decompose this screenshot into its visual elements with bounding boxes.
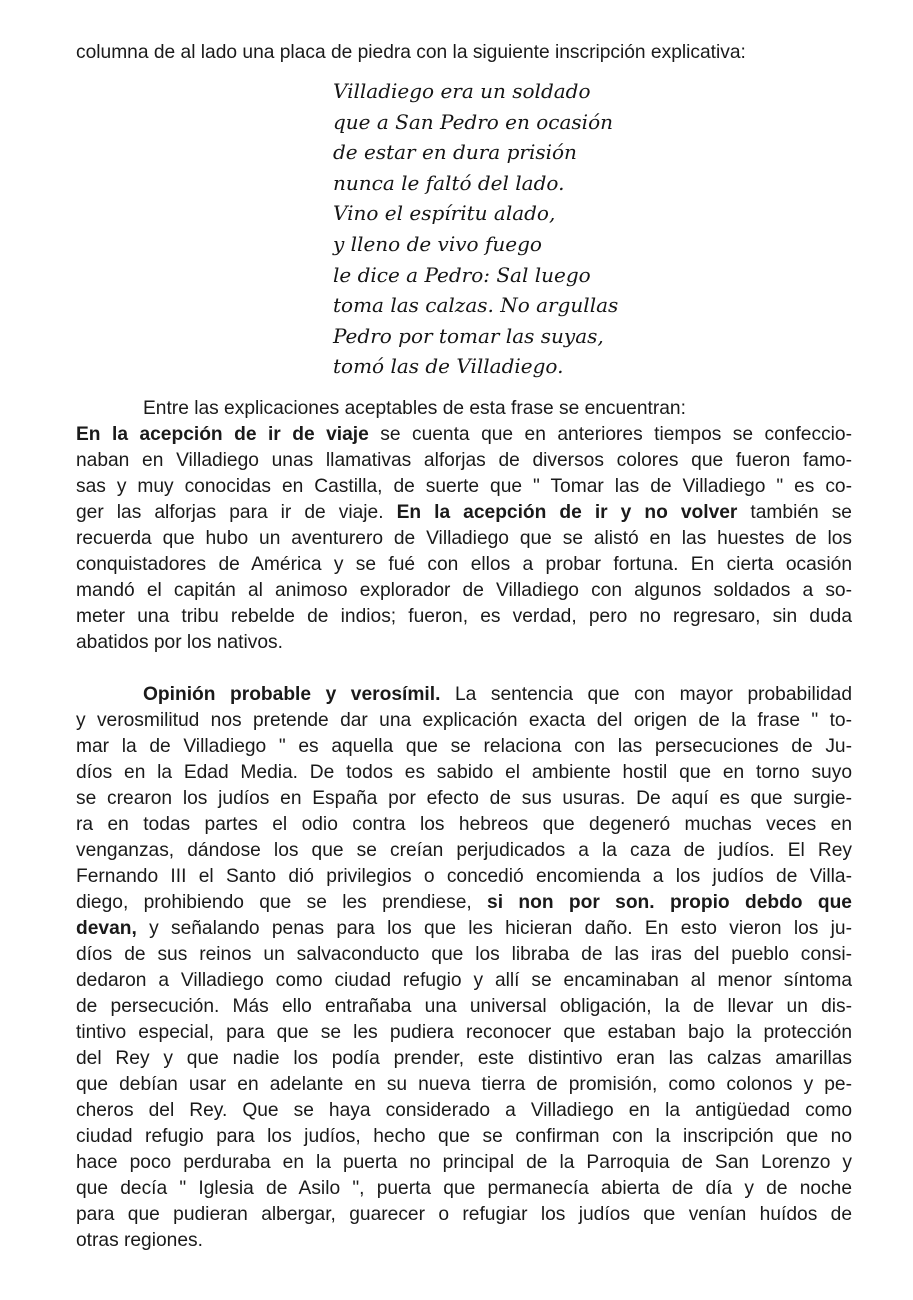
paragraph-line: que debían usar en adelante en su nueva tierra de promisión, como colonos y pe- <box>76 1074 852 1095</box>
quoted-privilege: si non por son. propio debdo que <box>487 892 852 913</box>
paragraph-line: tintivo especial, para que se les pudiera reconocer que estaban bajo la protección <box>76 1022 852 1043</box>
paragraph-line: diego, prohibiendo que se les prendiese, si non por son. propio debdo que <box>76 892 852 913</box>
paragraph-line: sas y muy conocidas en Castilla, de suerte que " Tomar las de Villadiego " es co- <box>76 476 852 497</box>
paragraph-line: y verosmilitud nos pretende dar una explicación exacta del origen de la frase " to- <box>76 710 852 731</box>
explanations-lead: Entre las explicaciones aceptables de esta frase se encuentran: <box>143 398 686 419</box>
verse-line: de estar en dura prisión <box>333 140 577 165</box>
opinion-heading: Opinión probable y verosímil. <box>143 684 441 705</box>
paragraph-line: otras regiones. <box>76 1230 203 1251</box>
paragraph-line: abatidos por los nativos. <box>76 632 283 653</box>
paragraph-line: cheros del Rey. Que se haya considerado a Villadiego en la antigüedad como <box>76 1100 852 1121</box>
paragraph-line: conquistadores de América y se fué con ellos a probar fortuna. En cierta ocasión <box>76 554 852 575</box>
paragraph-line: se crearon los judíos en España por efecto de sus usuras. De aquí es que surgie- <box>76 788 852 809</box>
verse-line: le dice a Pedro: Sal luego <box>333 262 591 287</box>
paragraph-line: Opinión probable y verosímil. La sentencia que con mayor probabilidad <box>143 684 852 705</box>
paragraph-line: ra en todas partes el odio contra los hebreos que degeneró muchas veces en <box>76 814 852 835</box>
paragraph-line: de persecución. Más ello entrañaba una universal obligación, la de llevar un dis- <box>76 996 852 1017</box>
no-return-meaning-heading: En la acepción de ir y no volver <box>396 502 738 523</box>
verse-line: nunca le faltó del lado. <box>333 170 565 195</box>
verse-line: que a San Pedro en ocasión <box>333 109 613 134</box>
paragraph-line: En la acepción de ir de viaje se cuenta que en anteriores tiempos se confeccio- <box>76 424 852 445</box>
paragraph-line: díos en la Edad Media. De todos es sabido el ambiente hostil que en torno suyo <box>76 762 852 783</box>
paragraph-line: que decía " Iglesia de Asilo ", puerta que permanecía abierta de día y de noche <box>76 1178 852 1199</box>
verse-line: Vino el espíritu alado, <box>333 201 556 226</box>
paragraph-line: venganzas, dándose los que se creían perjudicados a la caza de judíos. El Rey <box>76 840 852 861</box>
paragraph-line: mar la de Villadiego " es aquella que se relaciona con las persecuciones de Ju- <box>76 736 852 757</box>
paragraph-line: díos de sus reinos un salvaconducto que los libraba de las iras del pueblo consi- <box>76 944 852 965</box>
paragraph-line: Fernando III el Santo dió privilegios o concedió encomienda a los judíos de Villa- <box>76 866 852 887</box>
verse-line: Villadiego era un soldado <box>333 79 591 103</box>
verse-line: Pedro por tomar las suyas, <box>333 323 604 348</box>
paragraph-line: mandó el capitán al animoso explorador de Villadiego con algunos soldados a so- <box>76 580 852 601</box>
inscription-verse <box>333 76 618 382</box>
intro-line: columna de al lado una placa de piedra con la siguiente inscripción explicativa: <box>76 42 746 63</box>
paragraph-line: meter una tribu rebelde de indios; fueron, es verdad, pero no regresaro, sin duda <box>76 606 852 627</box>
verse-line: toma las calzas. No argullas <box>333 293 619 318</box>
paragraph-line: del Rey y que nadie los podía prender, este distintivo eran las calzas amarillas <box>76 1048 852 1069</box>
paragraph-line: devan, y señalando penas para los que les hicieran daño. En esto vieron los ju- <box>76 918 852 939</box>
paragraph-line: para que pudieran albergar, guarecer o refugiar los judíos que venían huídos de <box>76 1204 852 1225</box>
paragraph-line: hace poco perduraba en la puerta no principal de la Parroquia de San Lorenzo y <box>76 1152 852 1173</box>
paragraph-line: naban en Villadiego unas llamativas alforjas de diversos colores que fueron famo- <box>76 450 852 471</box>
paragraph-line: dedaron a Villadiego como ciudad refugio y allí se encaminaban al menor síntoma <box>76 970 852 991</box>
paragraph-line: ger las alforjas para ir de viaje. En la acepción de ir y no volver también se <box>76 502 852 523</box>
paragraph-line: ciudad refugio para los judíos, hecho que se confirman con la inscripción que no <box>76 1126 852 1147</box>
quoted-privilege-end: devan, <box>76 918 137 939</box>
verse-line: y lleno de vivo fuego <box>333 231 542 256</box>
paragraph-line: recuerda que hubo un aventurero de Villadiego que se alistó en las huestes de los <box>76 528 852 549</box>
verse-line: tomó las de Villadiego. <box>333 354 564 379</box>
travel-meaning-heading: En la acepción de ir de viaje <box>76 424 369 445</box>
